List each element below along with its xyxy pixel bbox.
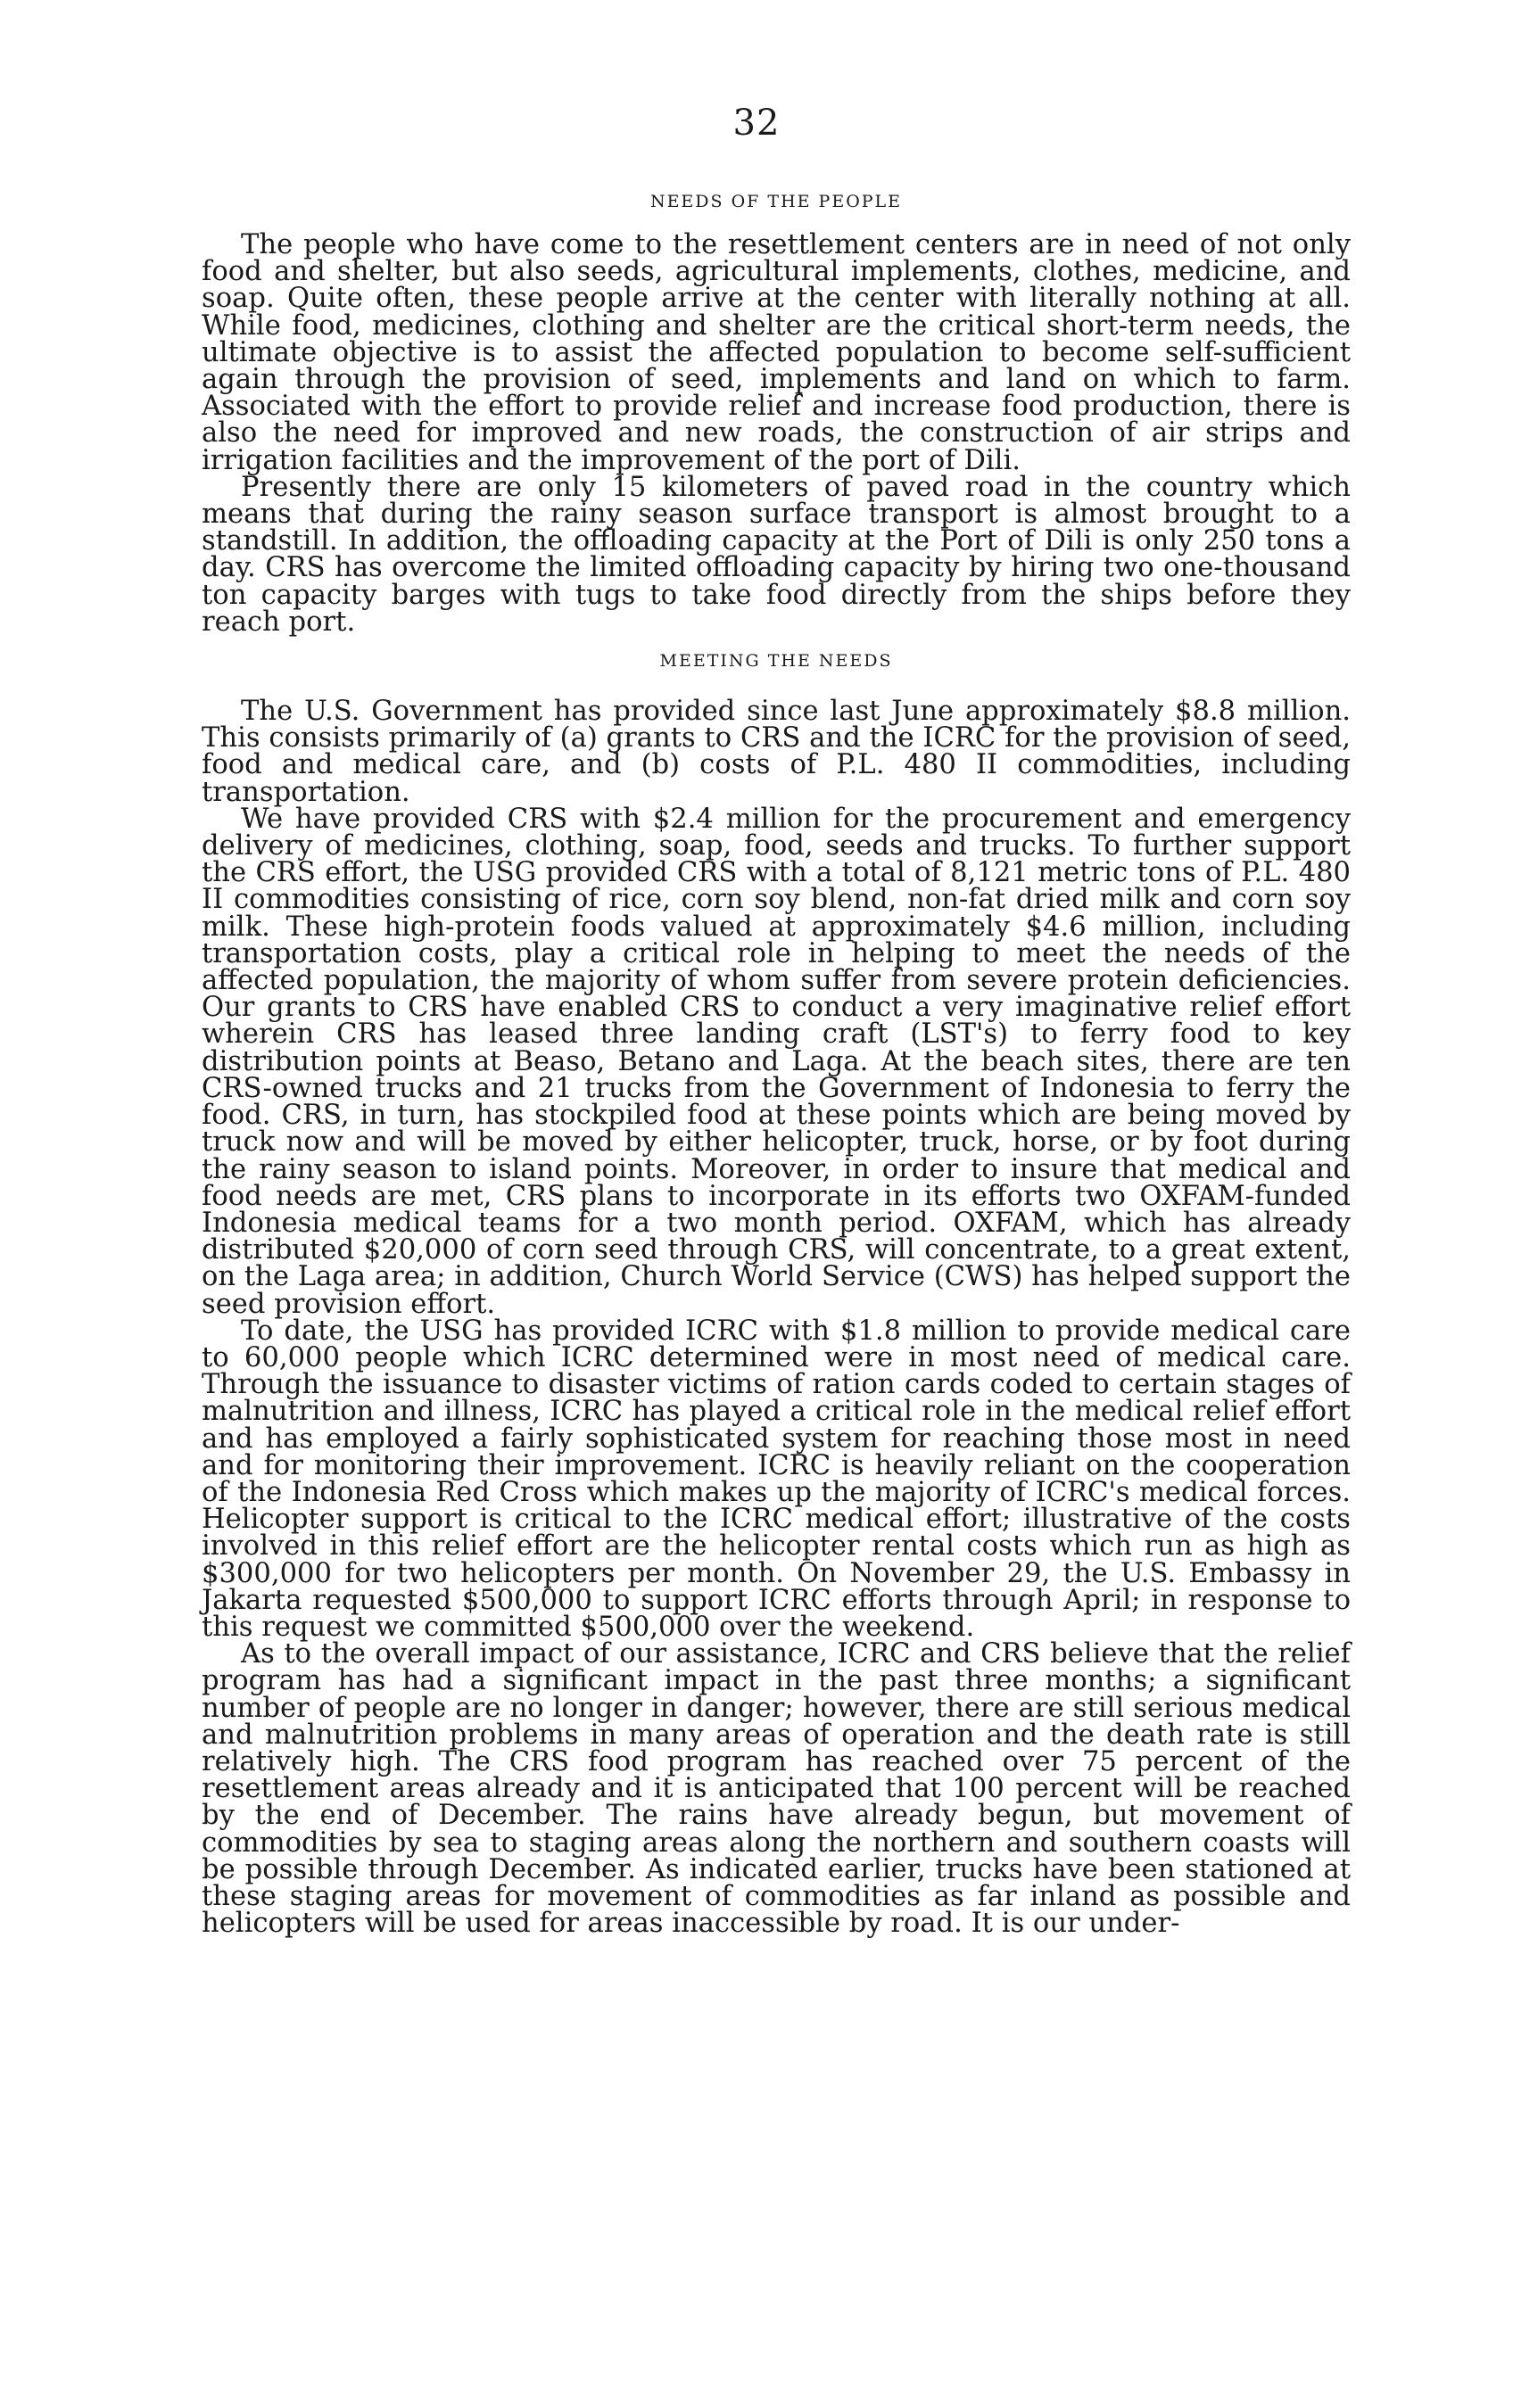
section-heading-needs: NEEDS OF THE PEOPLE bbox=[649, 192, 903, 211]
paragraph: As to the overall impact of our assistance, ICRC and CRS believe that the relief program has had a significant impact in the past three months; a significant number of people are no longer in danger; however, there are still serious medical and malnutrition problems in many areas of operation and the death rate is still relatively high. The CRS food program has reached over 75 percent of the resettlement areas already and it is anticipated that 100 percent will be reached by the end of December. The rains have already begun, but movement of commodities by sea to staging areas along the northern and southern coasts will be possible through December. As indicated earlier, trucks have been stationed at these staging areas for movement of commodities as far inland as possible and helicopters will be used for areas inaccessible by road. It is our under- bbox=[202, 1638, 1351, 1940]
paragraph: The people who have come to the resettlement centers are in need of not only food and shelter, but also seeds, agricultural implements, clothes, medicine, and soap. Quite often, these people arrive at the center with literally nothing at all. While food, medicines, clothing and shelter are the critical short-term needs, the ultimate objective is to assist the affected population to become self-sufficient again through the provision of seed, implements and land on which to farm. Associated with the effort to provide relief and increase food production, there is also the need for improved and new roads, the construction of air strips and irrigation facilities and the improvement of the port of Dili. bbox=[202, 229, 1351, 476]
text-column bbox=[202, 191, 1351, 1940]
paragraph: We have provided CRS with $2.4 million for the procurement and emergency delivery of medicines, clothing, soap, food, seeds and trucks. To further support the CRS effort, the USG provided CRS with a total of 8,121 metric tons of P.L. 480 II commodities consisting of rice, corn soy blend, non-fat dried milk and corn soy milk. These high-protein foods valued at approximately $4.6 million, including transportation costs, play a critical role in helping to meet the needs of the affected population, the majority of whom suffer from severe protein deficiencies. Our grants to CRS have enabled CRS to conduct a very imaginative relief effort wherein CRS has leased three landing craft (LST's) to ferry food to key distribution points at Beaso, Betano and Laga. At the beach sites, there are ten CRS-owned trucks and 21 trucks from the Government of Indonesia to ferry the food. CRS, in turn, has stockpiled food at these points which are being moved by truck now and will be moved by either helicopter, truck, horse, or by foot during the rainy season to island points. Moreover, in order to insure that medical and food needs are met, CRS plans to incorporate in its efforts two OXFAM-funded Indonesia medical teams for a two month period. OXFAM, which has already distributed $20,000 of corn seed through CRS, will concentrate, to a great extent, on the Laga area; in addition, Church World Service (CWS) has helped support the seed provision effort. bbox=[202, 803, 1351, 1320]
section-heading-meeting: MEETING THE NEEDS bbox=[659, 651, 893, 672]
paragraph: Presently there are only 15 kilometers of paved road in the country which means that during the rainy season surface transport is almost brought to a standstill. In addition, the offloading capacity at the Port of Dili is only 250 tons a day. CRS has overcome the limited offloading capacity by hiring two one-thousand ton capacity barges with tugs to take food directly from the ships before they reach port. bbox=[202, 471, 1351, 638]
paragraph: The U.S. Government has provided since last June approximately $8.8 million. This consists primarily of (a) grants to CRS and the ICRC for the provision of seed, food and medical care, and (b) costs of P.L. 480 II commodities, including transportation. bbox=[202, 696, 1351, 808]
paragraph: To date, the USG has provided ICRC with $1.8 million to provide medical care to 60,000 people which ICRC determined were in most need of medical care. Through the issuance to disaster victims of ration cards coded to certain stages of malnutrition and illness, ICRC has played a critical role in the medical relief effort and has employed a fairly sophisticated system for reaching those most in need and for monitoring their improvement. ICRC is heavily reliant on the cooperation of the Indonesia Red Cross which makes up the majority of ICRC's medical forces. Helicopter support is critical to the ICRC medical effort; illustrative of the costs involved in this relief effort are the helicopter rental costs which run as high as $300,000 for two helicopters per month. On November 29, the U.S. Embassy in Jakarta requested $500,000 to support ICRC efforts through April; in response to this request we committed $500,000 over the weekend. bbox=[202, 1315, 1351, 1643]
page-number: 32 bbox=[732, 103, 781, 144]
